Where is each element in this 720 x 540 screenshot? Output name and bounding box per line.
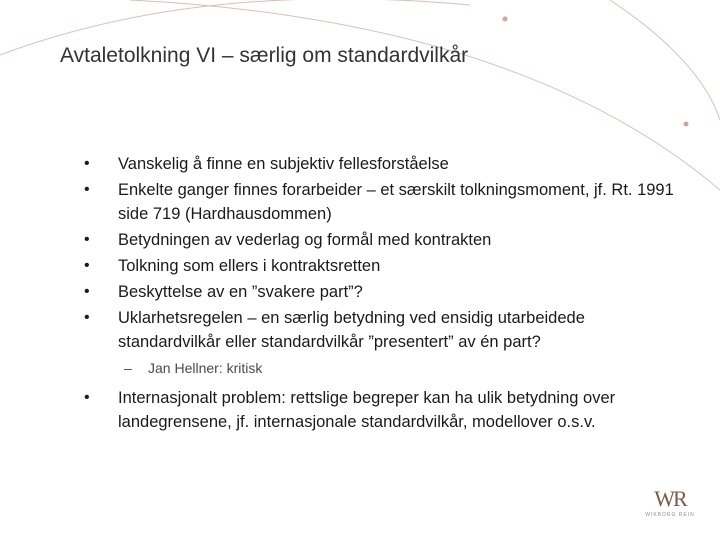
slide-title: Avtaletolkning VI – særlig om standardvilkår [60, 44, 469, 67]
bullet-dot: • [84, 181, 90, 198]
logo-mark: WR [654, 486, 686, 511]
logo-name: WIKBORG REIN [645, 512, 695, 518]
sub-bullet-dash: – [124, 360, 132, 376]
bullet-item [84, 280, 684, 304]
bullet-item [84, 254, 684, 278]
bullet-text: Enkelte ganger finnes forarbeider – et særskilt tolkningsmoment, jf. Rt. 1991 side 719 (Hardhausdommen) [118, 181, 674, 223]
bullet-text: Uklarhetsregelen – en særlig betydning ved ensidig utarbeidede standardvilkår eller standardvilkår ”presentert” av én part? [118, 309, 585, 351]
bullet-dot: • [84, 155, 90, 172]
bullet-text: Internasjonalt problem: rettslige begreper kan ha ulik betydning over landegrensene, jf. internasjonale standardvilkår, modellover o.s.v. [118, 389, 616, 431]
bullet-dot: • [84, 257, 90, 274]
company-logo [640, 488, 700, 518]
sub-bullet-item [84, 358, 684, 378]
sub-bullet-text: Jan Hellner: kritisk [148, 360, 263, 376]
bullet-item [84, 178, 684, 226]
decorative-dot [503, 17, 508, 22]
bullet-dot: • [84, 309, 90, 326]
bullet-dot: • [84, 283, 90, 300]
bullet-dot: • [84, 389, 90, 406]
bullet-item [84, 152, 684, 176]
bullet-text: Vanskelig å finne en subjektiv fellesforståelse [118, 155, 449, 173]
bullet-text: Beskyttelse av en ”svakere part”? [118, 283, 363, 301]
bullet-list [84, 150, 684, 436]
bullet-item [84, 228, 684, 252]
bullet-item [84, 386, 684, 434]
bullet-dot: • [84, 231, 90, 248]
bullet-item [84, 306, 684, 354]
bullet-text: Betydningen av vederlag og formål med kontrakten [118, 231, 492, 249]
decorative-dot [684, 122, 689, 127]
bullet-text: Tolkning som ellers i kontraktsretten [118, 257, 381, 275]
